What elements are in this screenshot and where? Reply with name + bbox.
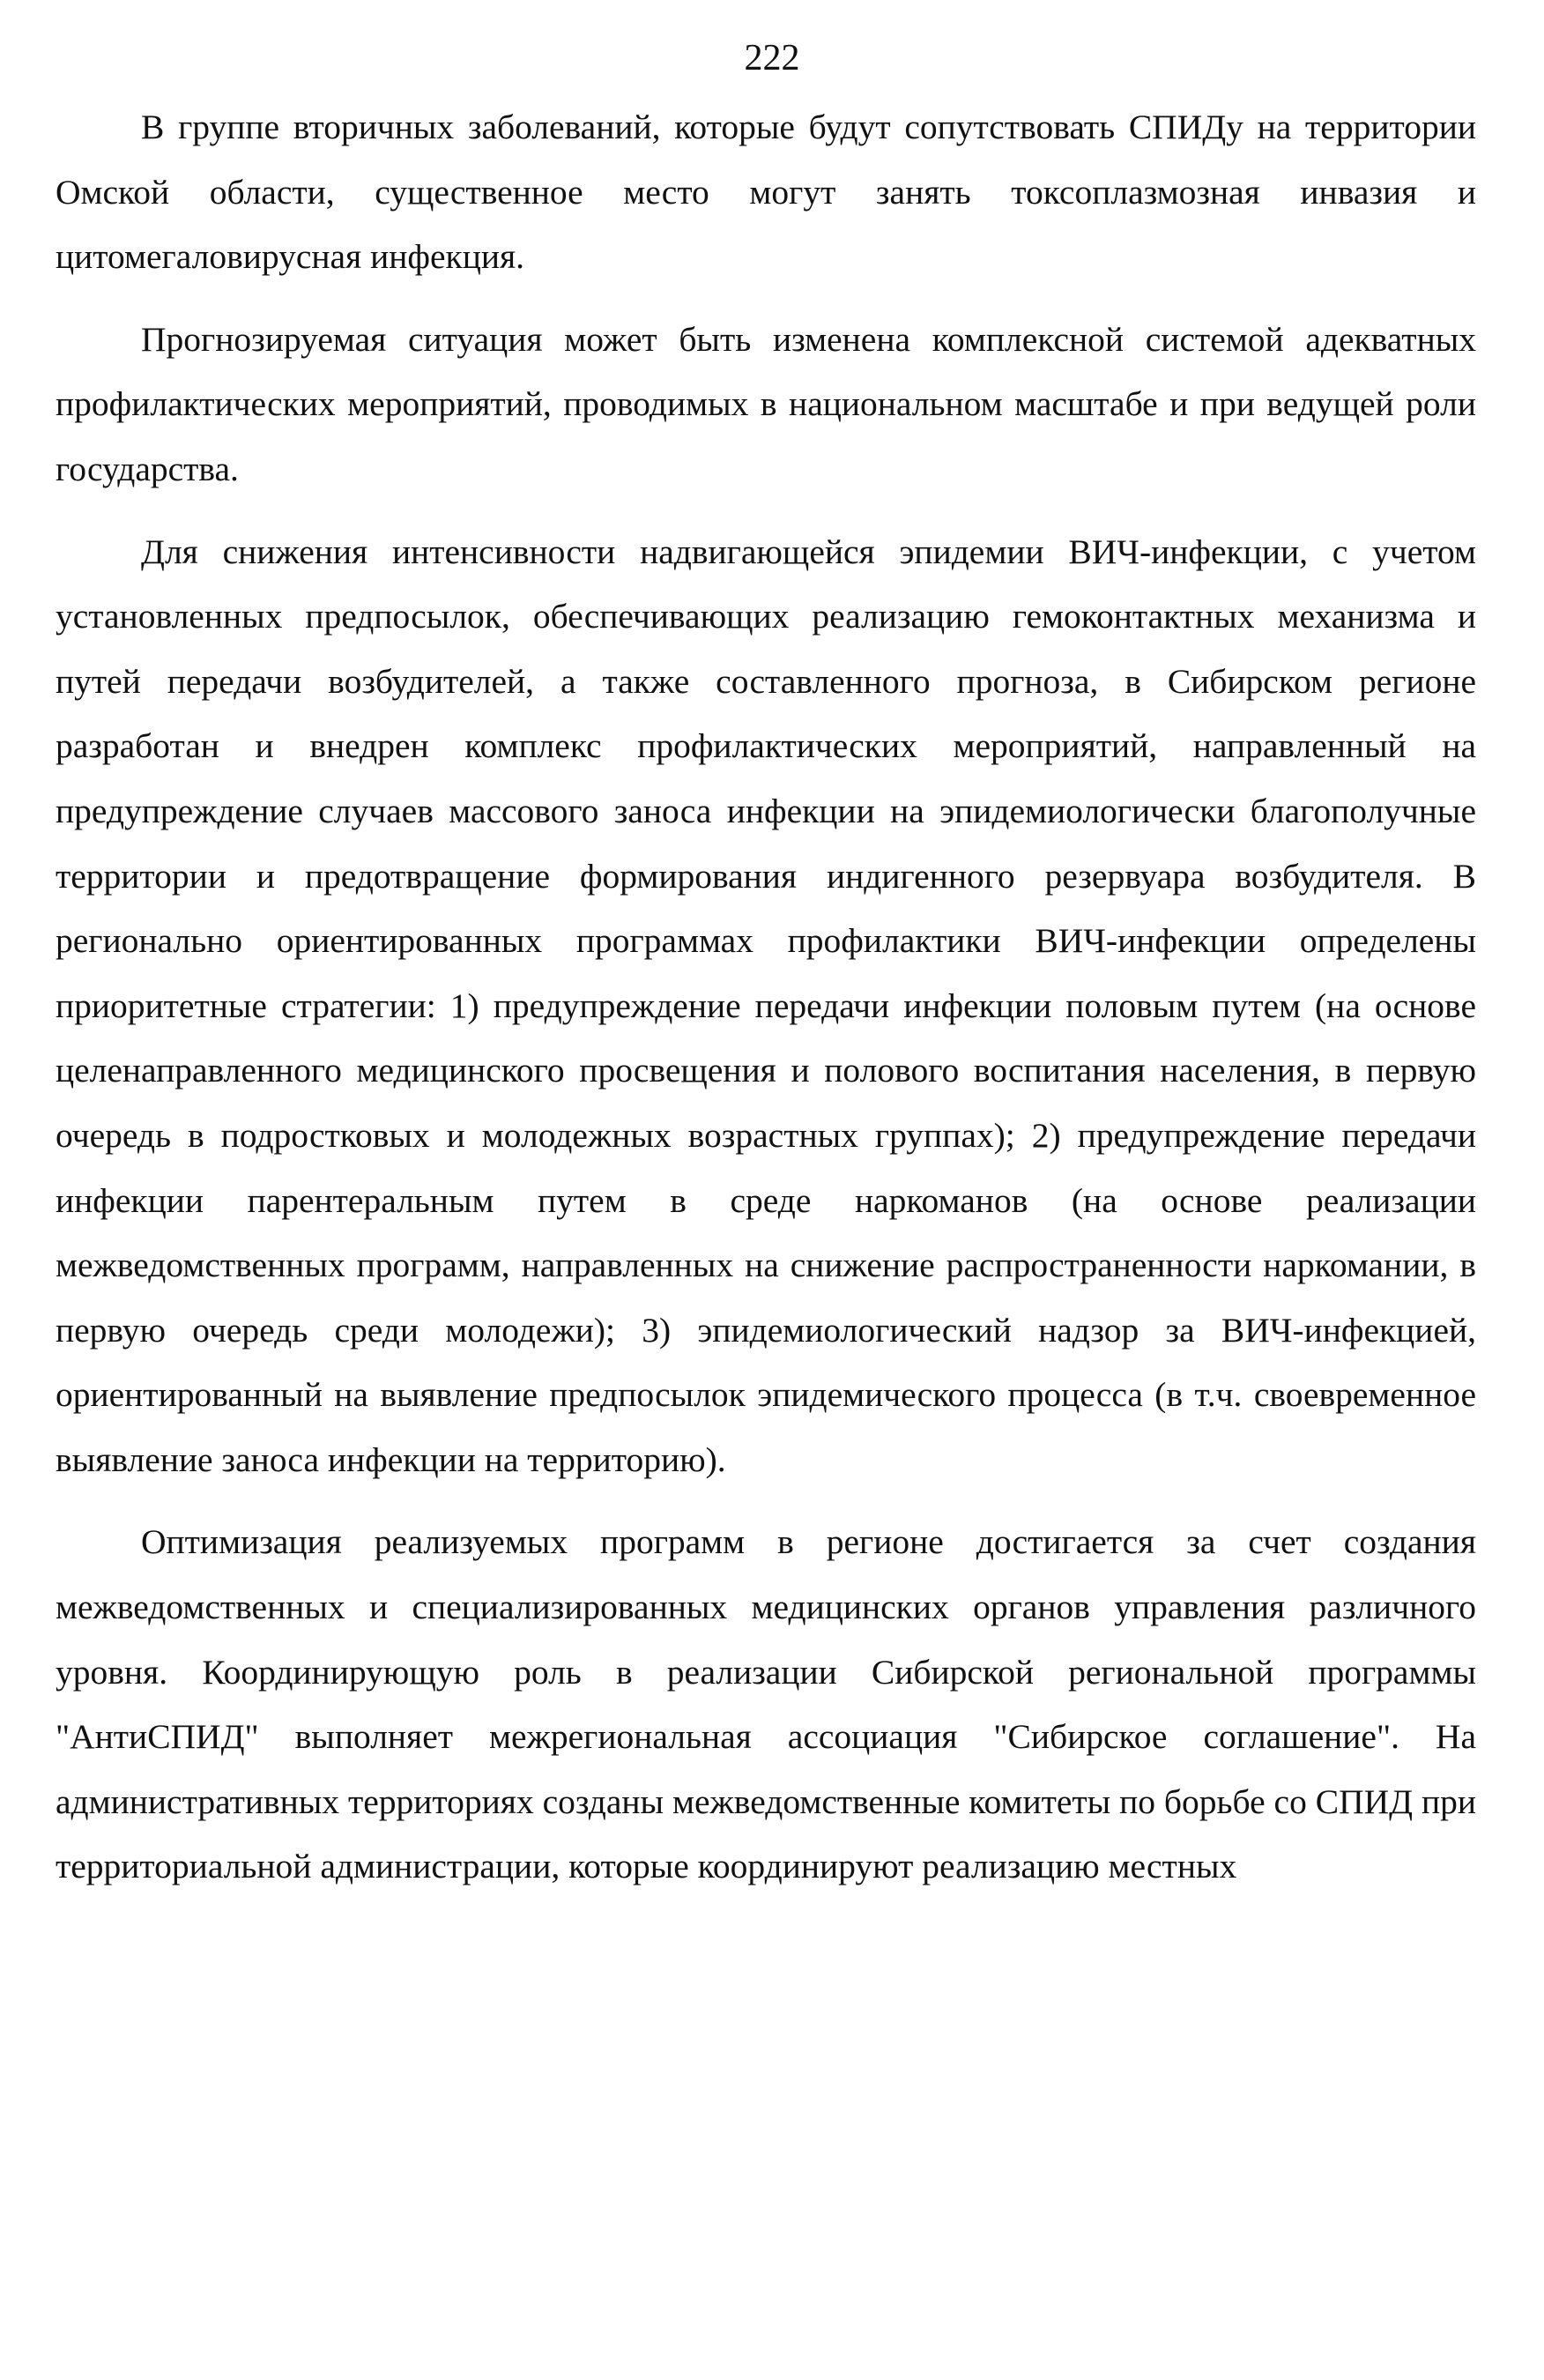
- paragraph-program-optimization: Оптимизация реализуемых программ в регионе достигается за счет создания межведомственных и специализированных медицинских органов управления различного уровня. Координирующую роль в реализации Сибирской региональной программы "АнтиСПИД" выполняет межрегиональная ассоциация "Сибирское соглашение". На административных территориях созданы межведомственные комитеты по борьбе со СПИД при территориальной администрации, которые координируют реализацию местных: [56, 1522, 1476, 1886]
- page-number: 222: [744, 38, 800, 78]
- paragraph-forecast-situation: Прогнозируемая ситуация может быть изменена комплексной системой адекватных профилактических мероприятий, проводимых в национальном масштабе и при ведущей роли государства.: [56, 319, 1476, 488]
- paragraph-prevention-strategies: Для снижения интенсивности надвигающейся эпидемии ВИЧ-инфекции, с учетом установленных предпосылок, обеспечивающих реализацию гемоконтактных механизма и путей передачи возбудителей, а также составленного прогноза, в Сибирском регионе разработан и внедрен комплекс профилактических мероприятий, направленный на предупреждение случаев массового заноса инфекции на эпидемиологически благополучные территории и предотвращение формирования индигенного резервуара возбудителя. В регионально ориентированных программах профилактики ВИЧ-инфекции определены приоритетные стратегии: 1) предупреждение передачи инфекции половым путем (на основе целенаправленного медицинского просвещения и полового воспитания населения, в первую очередь в подростковых и молодежных возрастных группах); 2) предупреждение передачи инфекции парентеральным путем в среде наркоманов (на основе реализации межведомственных программ, направленных на снижение распространенности наркомании, в первую очередь среди молодежи); 3) эпидемиологический надзор за ВИЧ-инфекцией, ориентированный на выявление предпосылок эпидемического процесса (в т.ч. своевременное выявление заноса инфекции на территорию).: [56, 532, 1476, 1479]
- paragraph-secondary-diseases: В группе вторичных заболеваний, которые будут сопутствовать СПИДу на территории Омской области, существенное место могут занять токсоплазмозная инвазия и цитомегаловирусная инфекция.: [56, 108, 1476, 277]
- body-text: [56, 95, 1476, 1917]
